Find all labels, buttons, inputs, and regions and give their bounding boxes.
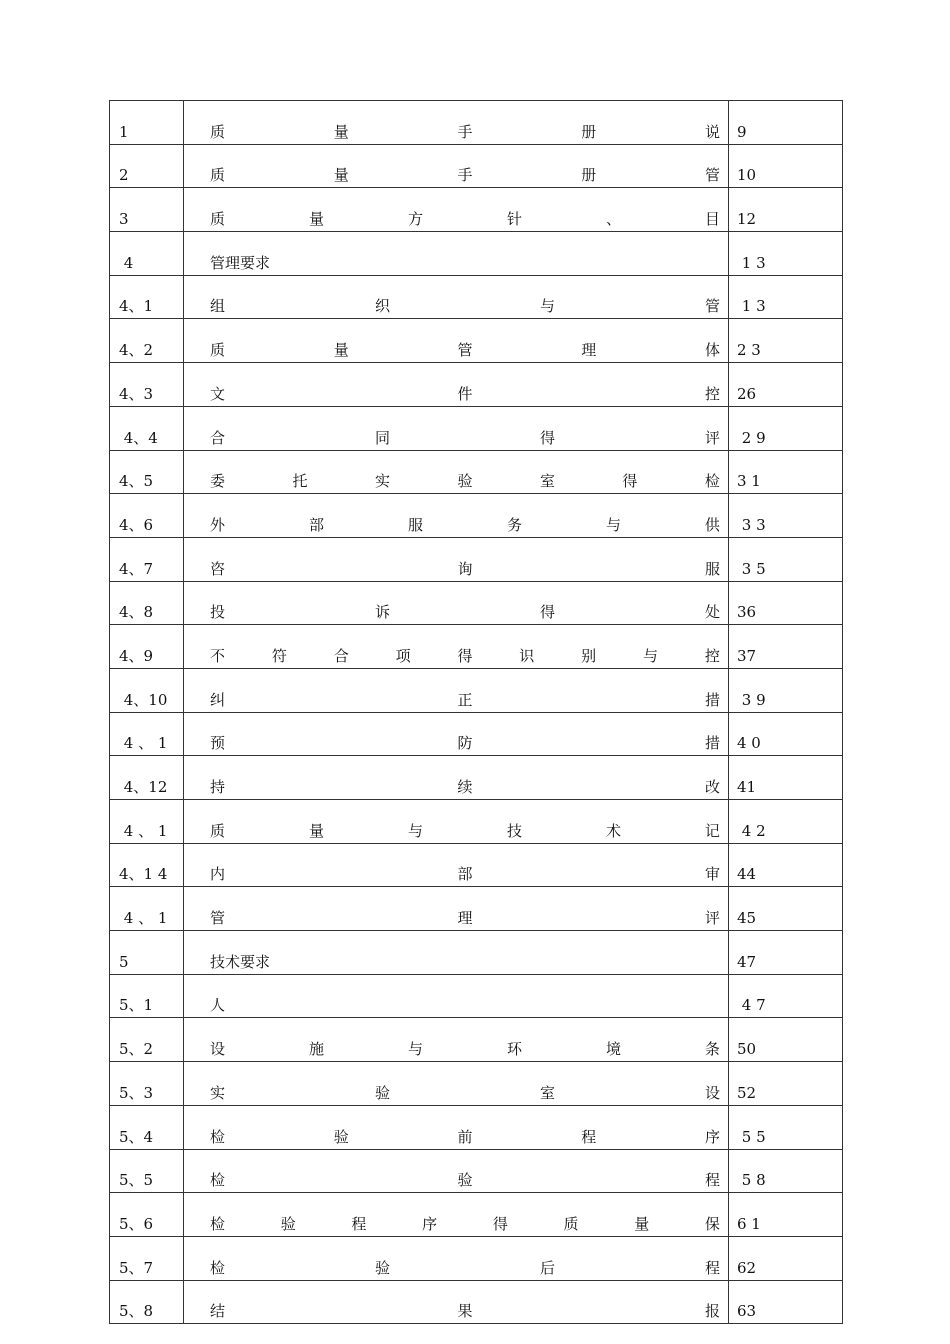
section-title-text: 管理要求 [210, 253, 271, 272]
section-title-text: 不 符 合 项 得 识 别 与 控 [210, 646, 720, 665]
page-number: 2 3 [729, 319, 843, 363]
section-number: 5 [110, 931, 184, 975]
page-number: 5 5 [729, 1105, 843, 1149]
section-number: 5、8 [110, 1280, 184, 1324]
section-number: 4、12 [110, 756, 184, 800]
table-row[interactable] [110, 363, 843, 407]
table-row[interactable] [110, 1193, 843, 1237]
section-title-text: 检 验 程 序 得 质 量 保 [210, 1214, 720, 1233]
page-number: 3 9 [729, 668, 843, 712]
page-number: 1 3 [729, 232, 843, 276]
table-row[interactable] [110, 931, 843, 975]
page-number: 3 5 [729, 537, 843, 581]
section-number: 4、1 [110, 275, 184, 319]
section-number: 5、2 [110, 1018, 184, 1062]
table-row[interactable] [110, 1149, 843, 1193]
section-title-text: 预 防 措 [210, 734, 720, 753]
page-number: 62 [729, 1236, 843, 1280]
section-title [184, 232, 729, 276]
section-title-text: 技术要求 [210, 952, 271, 971]
section-title [184, 1193, 729, 1237]
section-title [184, 1018, 729, 1062]
section-title [184, 843, 729, 887]
page-number: 3 3 [729, 494, 843, 538]
section-title-text: 外 部 服 务 与 供 [210, 515, 720, 534]
table-row[interactable] [110, 712, 843, 756]
section-number: 4、7 [110, 537, 184, 581]
table-row[interactable] [110, 756, 843, 800]
section-title [184, 668, 729, 712]
table-row[interactable] [110, 1062, 843, 1106]
table-row[interactable] [110, 625, 843, 669]
table-row[interactable] [110, 887, 843, 931]
section-number: 4、4 [110, 406, 184, 450]
section-title-text: 质 量 方 针 、 目 [210, 210, 720, 229]
section-title-text: 质 量 与 技 术 记 [210, 821, 720, 840]
section-number: 4 、 1 [110, 712, 184, 756]
section-title [184, 101, 729, 145]
section-title [184, 1062, 729, 1106]
table-row[interactable] [110, 800, 843, 844]
section-title [184, 406, 729, 450]
page-number: 12 [729, 188, 843, 232]
section-title-text: 内 部 审 [210, 865, 720, 884]
section-number: 5、4 [110, 1105, 184, 1149]
section-number: 4、8 [110, 581, 184, 625]
table-row[interactable] [110, 581, 843, 625]
section-number: 4、6 [110, 494, 184, 538]
section-title [184, 625, 729, 669]
section-number: 5、5 [110, 1149, 184, 1193]
page-number: 3 1 [729, 450, 843, 494]
section-title-text: 检 验 后 程 [210, 1258, 720, 1277]
section-number: 5、6 [110, 1193, 184, 1237]
page-number: 1 3 [729, 275, 843, 319]
section-title [184, 319, 729, 363]
table-row[interactable] [110, 275, 843, 319]
section-title [184, 537, 729, 581]
page-number: 26 [729, 363, 843, 407]
section-title-text: 持 续 改 [210, 778, 720, 796]
table-row[interactable] [110, 1280, 843, 1324]
section-number: 4、3 [110, 363, 184, 407]
section-number: 4 、 1 [110, 800, 184, 844]
section-number: 4、1 4 [110, 843, 184, 887]
section-title [184, 1149, 729, 1193]
section-title-text: 咨 询 服 [210, 559, 720, 578]
page-number: 4 7 [729, 974, 843, 1018]
section-title-text: 合 同 得 评 [210, 428, 720, 447]
page-number: 52 [729, 1062, 843, 1106]
section-number: 5、1 [110, 974, 184, 1018]
section-title-text: 设 施 与 环 境 条 [210, 1040, 720, 1059]
section-title [184, 800, 729, 844]
section-title-text: 质 量 管 理 体 [210, 341, 720, 360]
table-row[interactable] [110, 232, 843, 276]
section-number: 4 [110, 232, 184, 276]
page-number: 10 [729, 144, 843, 188]
section-title [184, 974, 729, 1018]
table-row[interactable] [110, 450, 843, 494]
table-row[interactable] [110, 1018, 843, 1062]
section-number: 5、7 [110, 1236, 184, 1280]
section-number: 4、9 [110, 625, 184, 669]
section-number: 4、5 [110, 450, 184, 494]
section-title [184, 1236, 729, 1280]
table-row[interactable] [110, 668, 843, 712]
section-title [184, 144, 729, 188]
section-title [184, 450, 729, 494]
section-title [184, 931, 729, 975]
page-number: 44 [729, 843, 843, 887]
section-title-text: 实 验 室 设 [210, 1083, 720, 1102]
page-number: 63 [729, 1280, 843, 1324]
section-title [184, 494, 729, 538]
section-title-text: 投 诉 得 处 [210, 603, 720, 622]
section-title-text: 结 果 报 [210, 1302, 720, 1321]
page-number: 4 2 [729, 800, 843, 844]
section-title-text: 委 托 实 验 室 得 检 [210, 472, 720, 491]
page-number: 36 [729, 581, 843, 625]
section-title [184, 1105, 729, 1149]
page-number: 9 [729, 101, 843, 145]
section-title [184, 887, 729, 931]
table-row[interactable] [110, 1105, 843, 1149]
table-row[interactable] [110, 319, 843, 363]
section-number: 2 [110, 144, 184, 188]
section-title [184, 756, 729, 800]
section-title-text: 管 理 评 [210, 909, 720, 928]
section-title [184, 188, 729, 232]
page-number: 37 [729, 625, 843, 669]
section-title [184, 1280, 729, 1324]
page-number: 45 [729, 887, 843, 931]
page-number: 47 [729, 931, 843, 975]
page-number: 41 [729, 756, 843, 800]
toc-body [110, 101, 843, 1324]
section-number: 4、2 [110, 319, 184, 363]
section-title-text: 质 量 手 册 管 [210, 166, 720, 185]
section-title-text: 检 验 程 [210, 1171, 720, 1190]
page-number: 6 1 [729, 1193, 843, 1237]
section-title-text: 人 [210, 996, 226, 1015]
section-title-text: 检 验 前 程 序 [210, 1127, 720, 1146]
section-title-text: 文 件 控 [210, 384, 720, 403]
table-row[interactable] [110, 843, 843, 887]
section-title [184, 275, 729, 319]
table-row[interactable] [110, 101, 843, 145]
section-title-text: 组 织 与 管 [210, 297, 720, 316]
section-title-text: 质 量 手 册 说 [210, 122, 720, 141]
section-number: 4 、 1 [110, 887, 184, 931]
section-title [184, 581, 729, 625]
table-row[interactable] [110, 188, 843, 232]
table-row[interactable] [110, 1236, 843, 1280]
section-title [184, 712, 729, 756]
page-number: 5 8 [729, 1149, 843, 1193]
table-row[interactable] [110, 494, 843, 538]
toc-table [109, 100, 843, 1324]
page-number: 2 9 [729, 406, 843, 450]
table-row[interactable] [110, 144, 843, 188]
table-row[interactable] [110, 406, 843, 450]
section-title-text: 纠 正 措 [210, 690, 720, 709]
table-row[interactable] [110, 537, 843, 581]
page-number: 50 [729, 1018, 843, 1062]
table-row[interactable] [110, 974, 843, 1018]
section-number: 4、10 [110, 668, 184, 712]
section-title [184, 363, 729, 407]
section-number: 3 [110, 188, 184, 232]
page-number: 4 0 [729, 712, 843, 756]
section-number: 5、3 [110, 1062, 184, 1106]
section-number: 1 [110, 101, 184, 145]
